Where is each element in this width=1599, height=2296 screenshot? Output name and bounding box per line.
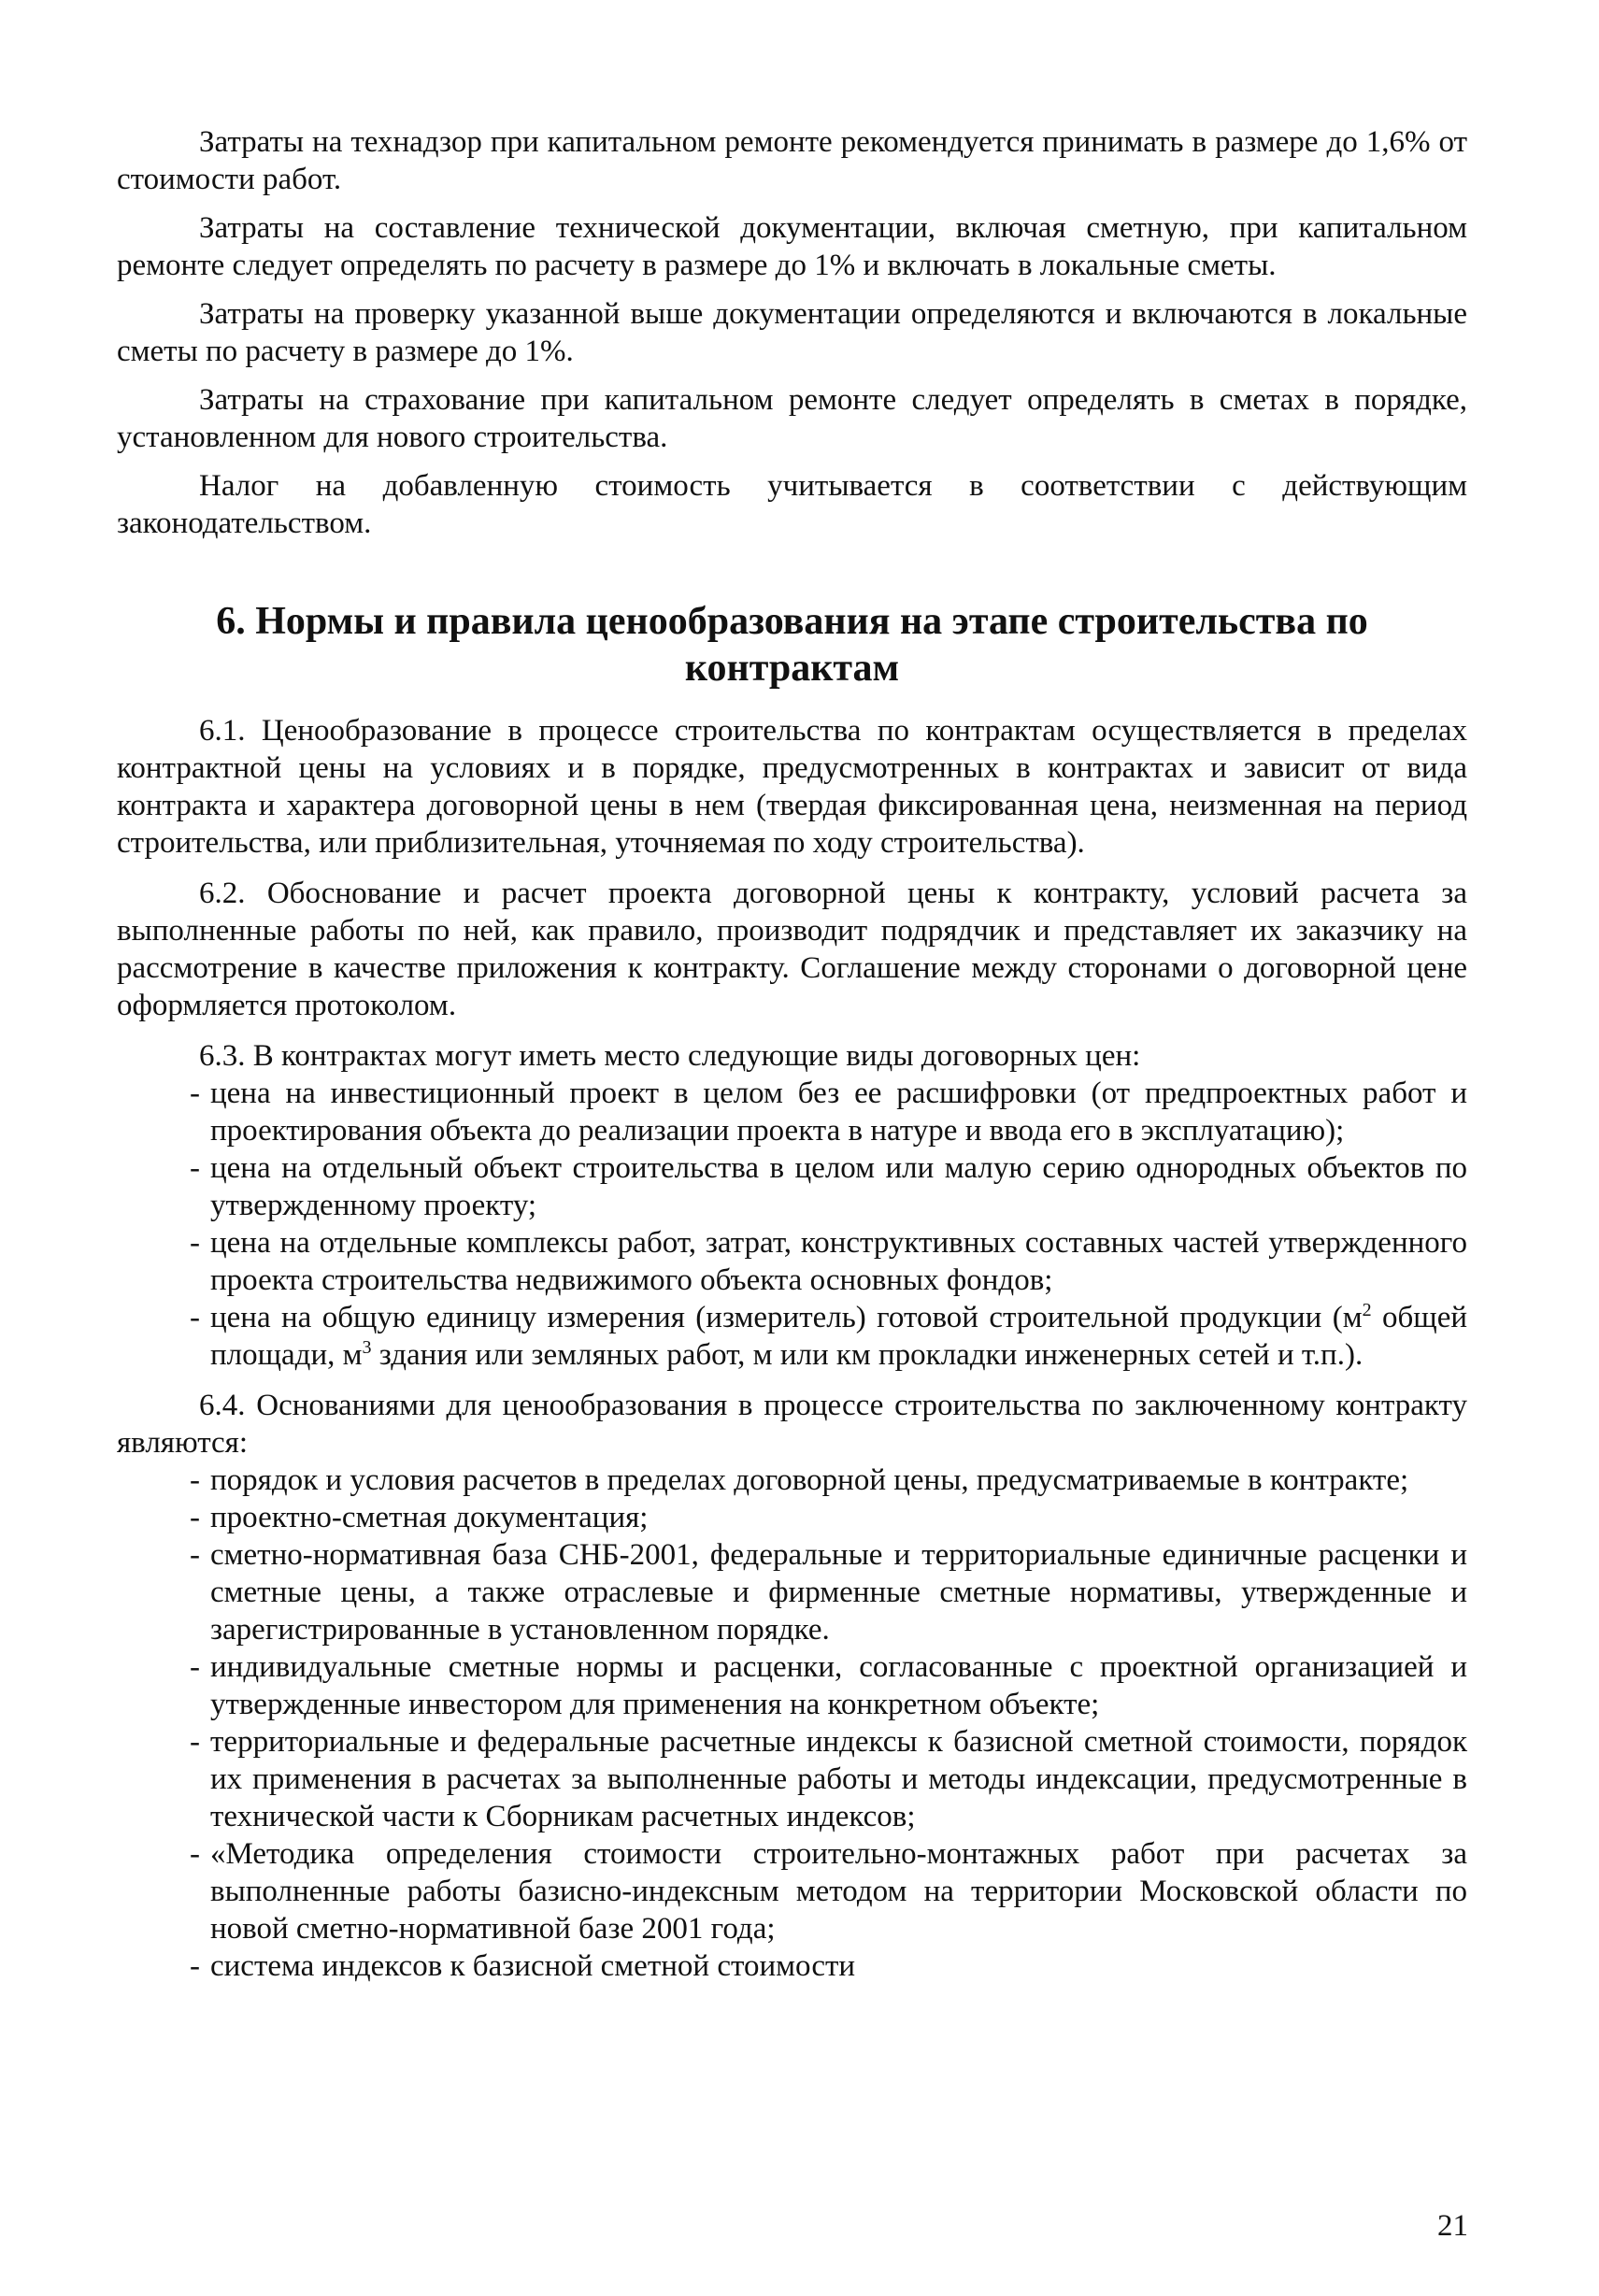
section-heading: 6. Нормы и правила ценообразования на этапе строительства по контрактам	[216, 600, 1368, 690]
price-types-list	[117, 1075, 1467, 1374]
list-item: - цена на инвестиционный проект в целом без ее расшифровки (от предпроектных работ и проектирования объекта до реализации проекта в натуре и ввода его в эксплуатацию);	[117, 1075, 1467, 1149]
list-item: - сметно-нормативная база СНБ-2001, федеральные и территориальные единичные расценки и сметные цены, а также отраслевые и фирменные сметные нормативы, утвержденные и зарегистрированные в установленном порядке.	[117, 1536, 1467, 1648]
list-item-text: здания или земляных работ, м или км прокладки инженерных сетей и т.п.).	[371, 1338, 1363, 1372]
list-item: - цена на отдельный объект строительства в целом или малую серию однородных объектов по утвержденному проекту;	[117, 1149, 1467, 1224]
paragraph-6-3: 6.3. В контрактах могут иметь место следующие виды договорных цен:	[199, 1039, 1141, 1073]
paragraph-6-2: 6.2. Обоснование и расчет проекта договорной цены к контракту, условий расчета за выполненные работы по ней, как правило, производит подрядчик и представляет их заказчику на рассмотрение в качестве приложения к контракту. Соглашение между сторонами о договорной цене оформляется протоколом.	[117, 877, 1467, 1022]
list-item: - индивидуальные сметные нормы и расценки, согласованные с проектной организацией и утвержденные инвестором для применения на конкретном объекте;	[117, 1648, 1467, 1723]
list-item: - порядок и условия расчетов в пределах договорной цены, предусматриваемые в контракте;	[117, 1462, 1467, 1499]
paragraph-tech-docs: Затраты на составление технической документации, включая сметную, при капитальном ремонте следует определять по расчету в размере до 1% и включать в локальные сметы.	[117, 211, 1467, 282]
page-content	[117, 123, 1467, 1998]
paragraph-insurance: Затраты на страхование при капитальном ремонте следует определять в сметах в порядке, установленном для нового строительства.	[117, 383, 1467, 454]
paragraph-6-4: 6.4. Основаниями для ценообразования в процессе строительства по заключенному контракту являются:	[117, 1389, 1467, 1460]
superscript-square: 2	[1362, 1300, 1372, 1320]
page-number: 21	[1437, 2209, 1468, 2243]
intro-block	[117, 123, 1467, 542]
superscript-cube: 3	[362, 1337, 372, 1358]
paragraph-vat: Налог на добавленную стоимость учитывается в соответствии с действующим законодательством.	[117, 469, 1467, 540]
list-item-text: цена на общую единицу измерения (измеритель) готовой строительной продукции (м	[210, 1301, 1363, 1334]
section-6-body	[117, 712, 1467, 1985]
paragraph-6-1: 6.1. Ценообразование в процессе строительства по контрактам осуществляется в пределах контрактной цены на условиях и в порядке, предусмотренных в контрактах и зависит от вида контракта и характера договорной цены в нем (твердая фиксированная цена, неизменная на период строительства, или приблизительная, уточняемая по ходу строительства).	[117, 714, 1467, 860]
paragraph-technadzor: Затраты на технадзор при капитальном ремонте рекомендуется принимать в размере до 1,6% от стоимости работ.	[117, 125, 1467, 196]
list-item: - территориальные и федеральные расчетные индексы к базисной сметной стоимости, порядок их применения в расчетах за выполненные работы и методы индексации, предусмотренные в технической части к Сборникам расчетных индексов;	[117, 1723, 1467, 1835]
list-item	[117, 1299, 1467, 1374]
list-item: - проектно-сметная документация;	[117, 1499, 1467, 1536]
list-item: - цена на отдельные комплексы работ, затрат, конструктивных составных частей утвержденного проекта строительства недвижимого объекта основных фондов;	[117, 1224, 1467, 1299]
list-item: - система индексов к базисной сметной стоимости	[117, 1947, 1467, 1985]
paragraph-doc-check: Затраты на проверку указанной выше документации определяются и включаются в локальные сметы по расчету в размере до 1%.	[117, 297, 1467, 368]
list-item: - «Методика определения стоимости строительно-монтажных работ при расчетах за выполненные работы базисно-индексным методом на территории Московской области по новой сметно-нормативной базе 2001 года;	[117, 1835, 1467, 1947]
pricing-basis-list	[117, 1462, 1467, 1985]
list-item-text: общей площади, м	[210, 1301, 1467, 1372]
